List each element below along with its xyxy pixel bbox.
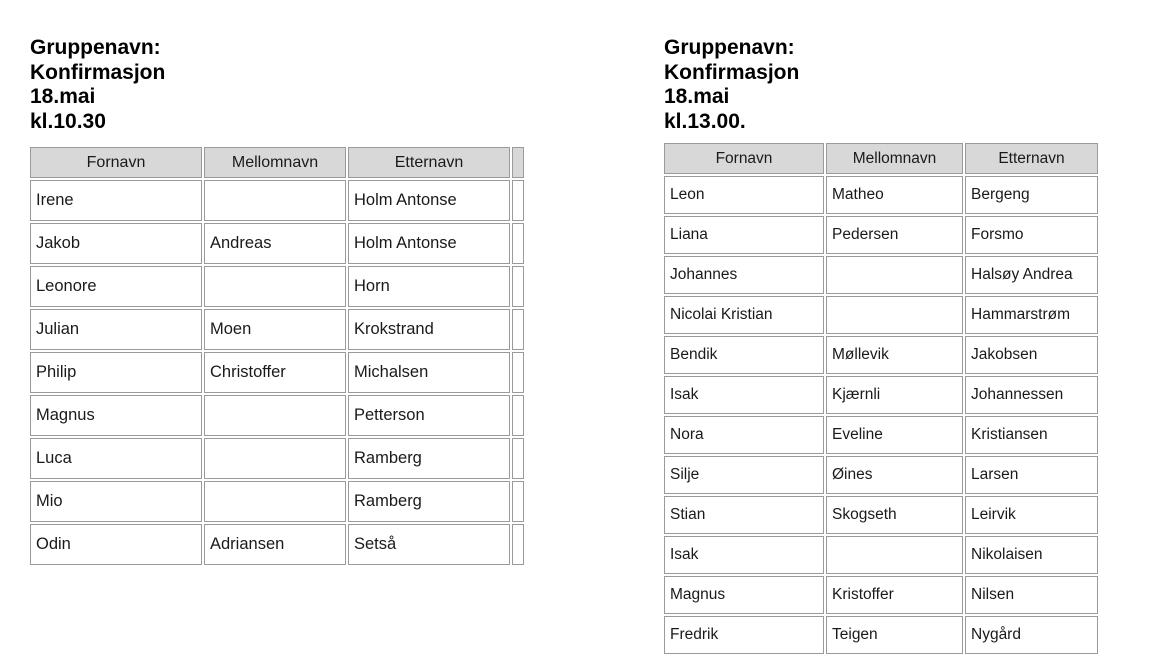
clipped-column-cell [512, 223, 524, 264]
table-cell [204, 438, 346, 479]
table-cell: Johannessen [965, 376, 1098, 414]
title-line-time: kl.10.30 [30, 109, 106, 133]
table-cell [204, 180, 346, 221]
table-cell [826, 536, 963, 574]
group-kl-13-00 [662, 36, 1124, 656]
header-row [30, 147, 524, 178]
clipped-column-cell [512, 438, 524, 479]
table-cell: Matheo [826, 176, 963, 214]
table-cell [204, 266, 346, 307]
table-cell: Pedersen [826, 216, 963, 254]
table-row [30, 223, 524, 264]
table-cell: Johannes [664, 256, 824, 294]
table-cell: Andreas [204, 223, 346, 264]
table-cell: Nora [664, 416, 824, 454]
table-cell: Hammarstrøm [965, 296, 1098, 334]
table-cell: Leon [664, 176, 824, 214]
table-cell: Kristoffer [826, 576, 963, 614]
table-cell: Setså [348, 524, 510, 565]
table-cell: Leonore [30, 266, 202, 307]
table-row [30, 180, 524, 221]
table-cell: Jakobsen [965, 336, 1098, 374]
table-row [664, 616, 1098, 654]
clipped-column-cell [512, 352, 524, 393]
clipped-column-cell [512, 180, 524, 221]
column-header-fornavn: Fornavn [664, 143, 824, 174]
table-cell [204, 481, 346, 522]
title-line-groupname: Konfirmasjon [664, 60, 800, 84]
table-clip-region [28, 145, 536, 567]
table-cell [826, 296, 963, 334]
table-row [30, 309, 524, 350]
table-row [664, 176, 1098, 214]
table-cell: Michalsen [348, 352, 510, 393]
table-cell: Odin [30, 524, 202, 565]
table-cell: Teigen [826, 616, 963, 654]
table-cell: Jakob [30, 223, 202, 264]
table-row [664, 456, 1098, 494]
table-row [664, 256, 1098, 294]
table-cell: Larsen [965, 456, 1098, 494]
table-cell: Forsmo [965, 216, 1098, 254]
title-line-gruppenavn: Gruppenavn: [664, 36, 795, 59]
title-line-date: 18.mai [30, 85, 96, 108]
table-cell: Christoffer [204, 352, 346, 393]
table-cell: Ramberg [348, 438, 510, 479]
table-cell: Nilsen [965, 576, 1098, 614]
table-cell: Isak [664, 376, 824, 414]
table-cell: Horn [348, 266, 510, 307]
column-header-etternavn: Etternavn [965, 143, 1098, 174]
table-row [664, 416, 1098, 454]
table-cell: Fredrik [664, 616, 824, 654]
table-cell: Skogseth [826, 496, 963, 534]
title-line-date: 18.mai [664, 85, 730, 108]
table-cell: Holm Antonse [348, 223, 510, 264]
clipped-column-cell [512, 524, 524, 565]
column-header-etternavn: Etternavn [348, 147, 510, 178]
table-cell: Bendik [664, 336, 824, 374]
table-cell [204, 395, 346, 436]
table-cell: Luca [30, 438, 202, 479]
group-title [664, 36, 1124, 134]
clipped-column-header [512, 147, 524, 178]
table-row [664, 496, 1098, 534]
table-cell: Silje [664, 456, 824, 494]
title-line-gruppenavn: Gruppenavn: [30, 36, 161, 59]
table-cell: Leirvik [965, 496, 1098, 534]
table-row [30, 266, 524, 307]
roster-table-13-00 [662, 141, 1100, 656]
table-cell: Halsøy Andrea [965, 256, 1098, 294]
table-row [664, 536, 1098, 574]
table-cell: Adriansen [204, 524, 346, 565]
table-row [664, 336, 1098, 374]
title-line-time: kl.13.00. [664, 109, 746, 133]
table-cell: Bergeng [965, 176, 1098, 214]
clipped-column-cell [512, 481, 524, 522]
table-cell [826, 256, 963, 294]
column-header-mellomnavn: Mellomnavn [204, 147, 346, 178]
group-kl-10-30 [28, 36, 536, 567]
table-cell: Irene [30, 180, 202, 221]
column-header-fornavn: Fornavn [30, 147, 202, 178]
table-clip-region [662, 141, 1124, 656]
table-row [30, 352, 524, 393]
clipped-column-cell [512, 266, 524, 307]
table-row [664, 376, 1098, 414]
table-cell: Nikolaisen [965, 536, 1098, 574]
table-cell: Petterson [348, 395, 510, 436]
table-cell: Magnus [664, 576, 824, 614]
header-row [664, 143, 1098, 174]
table-row [30, 395, 524, 436]
table-cell: Mio [30, 481, 202, 522]
table-row [664, 576, 1098, 614]
table-cell: Stian [664, 496, 824, 534]
roster-table-10-30 [28, 145, 526, 567]
clipped-column-cell [512, 395, 524, 436]
table-cell: Møllevik [826, 336, 963, 374]
table-cell: Liana [664, 216, 824, 254]
table-cell: Kjærnli [826, 376, 963, 414]
column-header-mellomnavn: Mellomnavn [826, 143, 963, 174]
table-cell: Nygård [965, 616, 1098, 654]
table-row [664, 216, 1098, 254]
group-title [30, 36, 536, 134]
clipped-column-cell [512, 309, 524, 350]
table-row [30, 524, 524, 565]
table-cell: Nicolai Kristian [664, 296, 824, 334]
table-cell: Krokstrand [348, 309, 510, 350]
table-cell: Magnus [30, 395, 202, 436]
table-row [664, 296, 1098, 334]
table-cell: Holm Antonse [348, 180, 510, 221]
table-cell: Øines [826, 456, 963, 494]
table-cell: Moen [204, 309, 346, 350]
table-cell: Philip [30, 352, 202, 393]
title-line-groupname: Konfirmasjon [30, 60, 166, 84]
table-cell: Ramberg [348, 481, 510, 522]
table-cell: Kristiansen [965, 416, 1098, 454]
table-cell: Isak [664, 536, 824, 574]
table-cell: Eveline [826, 416, 963, 454]
table-row [30, 481, 524, 522]
table-cell: Julian [30, 309, 202, 350]
table-row [30, 438, 524, 479]
